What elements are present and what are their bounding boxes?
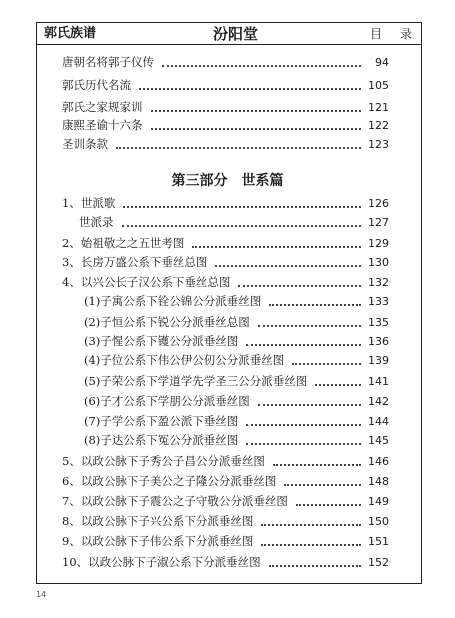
header-rule [36,44,422,45]
toc-entry-page: 151 [368,534,389,548]
dot-leader [246,343,361,346]
header-contents-label: 目录 [370,27,431,41]
toc-entry-page: 123 [368,137,389,151]
dot-leader [139,87,361,90]
toc-entry-label: (7)子学公系下盈公派下垂丝图 [84,414,239,428]
dot-leader [261,543,361,546]
dot-leader [292,362,361,365]
toc-entry-page: 129 [368,236,389,250]
dot-leader [261,523,361,526]
toc-entry[interactable] [62,116,389,134]
toc-entry[interactable] [62,135,389,153]
dot-leader [246,423,361,426]
toc-entry-page: 132 [368,275,389,289]
toc-entry-page: 135 [368,315,389,329]
toc-entry[interactable] [84,313,389,331]
toc-entry[interactable] [84,392,389,410]
toc-entry-label: 8、以政公脉下子兴公系下分派垂丝图 [62,514,254,528]
toc-entry[interactable] [62,53,389,71]
toc-entry-label: 6、以政公脉下子美公之子隆公分派垂丝图 [62,474,277,488]
toc-entry-page: 146 [368,454,389,468]
toc-entry[interactable] [62,452,389,470]
toc-entry[interactable] [62,472,389,490]
toc-entry-label: (8)子达公系下冤公分派垂丝图 [84,433,239,447]
toc-entry-label: 10、以政公脉下子淑公系下分派垂丝图 [62,555,261,569]
toc-entry[interactable] [62,98,389,116]
toc-entry-page: 152 [368,555,389,569]
toc-entry-page: 148 [368,474,389,488]
toc-entry-page: 130 [368,255,389,269]
dot-leader [116,146,361,149]
toc-entry-label: 7、以政公脉下子震公之子守敬公分派垂丝图 [62,494,288,508]
section-title: 第三部分 世系篇 [171,173,284,189]
toc-entry-page: 139 [368,353,389,367]
toc-entry[interactable] [84,412,389,430]
toc-entry[interactable] [84,292,389,310]
toc-entry-page: 126 [368,196,389,210]
toc-entry-page: 133 [368,294,389,308]
toc-entry-label: (2)子恒公系下锐公分派垂丝总图 [84,315,250,329]
toc-entry-label: 5、以政公脉下子秀公子昌公分派垂丝图 [62,454,265,468]
toc-entry-label: 康熙圣谕十六条 [62,118,143,132]
toc-entry[interactable] [62,512,389,530]
header-hall-name: 汾阳堂 [213,25,259,43]
toc-entry-label: 4、以兴公长子汉公系下垂丝总图 [62,275,231,289]
dot-leader [315,383,361,386]
toc-entry-label: 3、长房万盛公系下垂丝总图 [62,255,208,269]
toc-entry-page: 149 [368,494,389,508]
toc-entry-page: 94 [375,55,389,69]
toc-entry-label: (6)子才公系下学朋公分派垂丝图 [84,394,250,408]
toc-entry[interactable] [62,194,389,212]
dot-leader [192,245,361,248]
dot-leader [296,503,361,506]
toc-entry-label: 唐朝名将郭子仪传 [62,55,154,69]
toc-entry-label: 世派录 [79,215,114,229]
toc-entry[interactable] [62,273,389,291]
header-genealogy-title: 郭氏族谱 [44,26,97,41]
toc-entry-page: 105 [368,78,389,92]
toc-entry-label: 1、世派歌 [62,196,116,210]
dot-leader [269,564,361,567]
dot-leader [258,324,361,327]
toc-entry[interactable] [62,532,389,550]
dot-leader [151,109,362,112]
toc-entry-label: 郭氏之家规家训 [62,100,143,114]
toc-entry-label: (1)子寓公系下铨公锦公分派垂丝图 [84,294,262,308]
toc-entry-label: 郭氏历代名流 [62,78,131,92]
toc-entry-page: 127 [368,215,389,229]
dot-leader [284,483,361,486]
toc-entry-page: 121 [368,100,389,114]
toc-entry-page: 122 [368,118,389,132]
toc-entry-label: 9、以政公脉下子伟公系下分派垂丝图 [62,534,254,548]
toc-entry-label: (5)子荣公系下学道学先学圣三公分派垂丝图 [84,374,308,388]
toc-entry[interactable] [62,234,389,252]
toc-entry[interactable] [79,213,389,231]
footer-page-number: 14 [36,590,47,599]
toc-entry-page: 142 [368,394,389,408]
toc-entry-page: 145 [368,433,389,447]
toc-entry-label: (4)子位公系下伟公伊公仞公分派垂丝图 [84,353,285,367]
toc-entry[interactable] [84,351,389,369]
toc-entry-page: 144 [368,414,389,428]
toc-entry[interactable] [62,553,389,571]
toc-entry-page: 136 [368,334,389,348]
dot-leader [162,64,361,67]
toc-entry[interactable] [62,492,389,510]
toc-entry[interactable] [62,76,389,94]
dot-leader [123,205,361,208]
dot-leader [246,442,361,445]
dot-leader [122,224,362,227]
toc-entry-page: 141 [368,374,389,388]
dot-leader [238,284,361,287]
dot-leader [269,303,361,306]
dot-leader [273,463,361,466]
toc-entry-page: 150 [368,514,389,528]
toc-entry[interactable] [84,372,389,390]
toc-entry-label: 2、始祖敬之之五世考图 [62,236,185,250]
dot-leader [151,127,362,130]
dot-leader [258,403,361,406]
toc-entry[interactable] [62,253,389,271]
toc-entry-label: 圣训条款 [62,137,108,151]
toc-entry[interactable] [84,431,389,449]
toc-entry[interactable] [84,332,389,350]
toc-entry-label: (3)子惺公系下镬公分派垂丝图 [84,334,239,348]
dot-leader [215,264,361,267]
